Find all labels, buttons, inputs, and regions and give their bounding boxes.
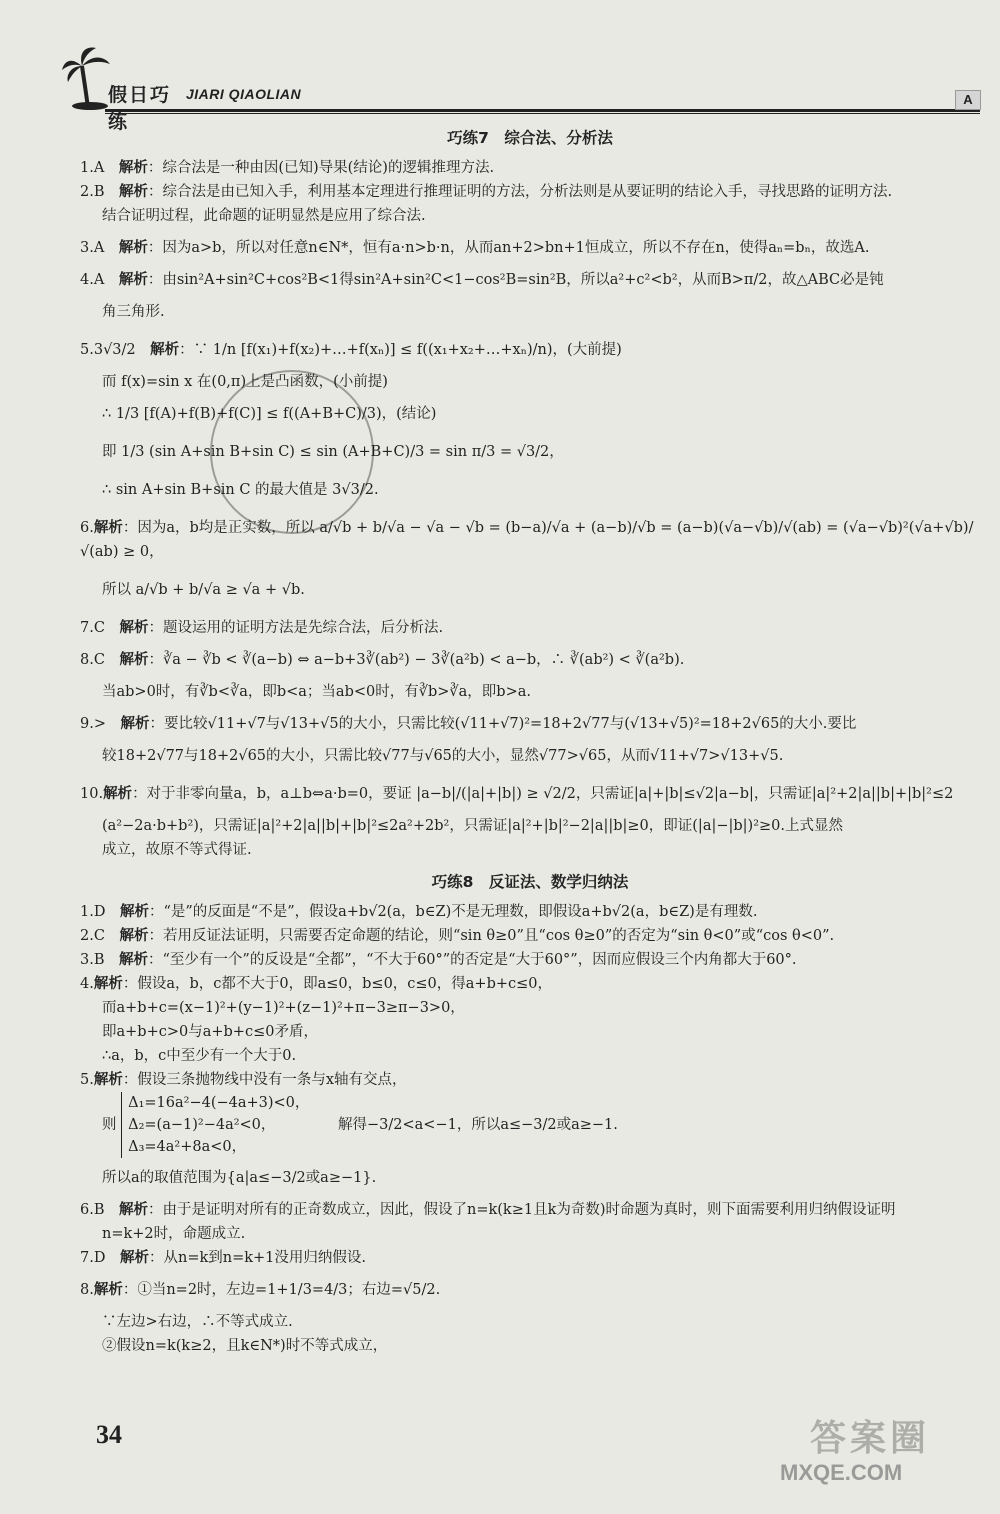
section-title-8: 巧练8 反证法、数学归纳法	[431, 873, 629, 891]
keyword-jiexi: 解析	[93, 1282, 123, 1298]
item-text-line: 当ab>0时，有∛b<∛a，即b<a；当ab<0时，有∛b>∛a，即b>a.	[102, 684, 531, 700]
keyword-jiexi: 解析	[93, 1072, 123, 1088]
system-brace	[121, 1092, 309, 1158]
item-answer: D	[93, 1250, 106, 1266]
item-text-line: 较18+2√77与18+2√65的大小，只需比较√77与√65的大小，显然√77>√65，从而√11+√7>√13+√5.	[102, 748, 784, 764]
inequality-system	[80, 1092, 980, 1158]
keyword-jiexi: 解析	[119, 952, 148, 968]
keyword-jiexi: 解析	[119, 904, 149, 920]
keyword-jiexi: 解析	[119, 1250, 149, 1266]
item-answer: B	[93, 1202, 105, 1218]
answer-8-1	[80, 900, 980, 924]
answer-8-6	[80, 1198, 980, 1246]
item-number: 3.	[80, 952, 94, 968]
answer-8-7	[80, 1246, 980, 1270]
item-answer: B	[93, 184, 105, 200]
item-number: 10.	[80, 786, 104, 802]
item-text-line: n=k+2时，命题成立.	[102, 1226, 246, 1242]
answer-8-8	[80, 1278, 980, 1358]
page-number: 34	[96, 1420, 122, 1449]
header-divider	[105, 109, 980, 112]
item-answer: C	[93, 928, 105, 944]
watermark-logo: 答案圈	[810, 1418, 931, 1459]
item-text-line: ∵左边>右边，∴不等式成立.	[102, 1314, 293, 1330]
item-text: ：若用反证法证明，只需要否定命题的结论，则“sin θ≥0”且“cos θ≥0”的否定为“sin θ<0”或“cos θ<0”.	[148, 928, 835, 944]
item-text: ：假设a，b，c都不大于0，即a≤0，b≤0，c≤0，得a+b+c≤0，	[122, 976, 553, 992]
answer-7-6	[80, 516, 980, 602]
item-number: 5.	[80, 342, 94, 358]
item-number: 7.	[80, 620, 94, 636]
item-text-line: ∴ sin A+sin B+sin C 的最大值是 3√3/2.	[102, 482, 379, 498]
answer-7-7	[80, 616, 980, 640]
system-line-1: Δ₁=16a²−4(−4a+3)<0，	[128, 1095, 310, 1111]
answer-7-4	[80, 268, 980, 324]
keyword-jiexi: 解析	[150, 342, 180, 358]
keyword-jiexi: 解析	[119, 184, 148, 200]
answer-7-10	[80, 782, 980, 862]
header-divider-thin	[105, 113, 980, 114]
item-text-line: 而 f(x)=sin x 在(0,π)上是凸函数，(小前提)	[102, 374, 388, 390]
item-number: 4.	[80, 272, 94, 288]
item-number: 9.	[80, 716, 94, 732]
item-number: 8.	[80, 652, 94, 668]
item-answer: D	[93, 904, 106, 920]
item-number: 6.	[80, 1202, 94, 1218]
keyword-jiexi: 解析	[119, 620, 149, 636]
answer-7-9	[80, 712, 980, 768]
item-text: ：题设运用的证明方法是先综合法，后分析法.	[148, 620, 444, 636]
item-number: 7.	[80, 1250, 94, 1266]
item-answer: A	[93, 160, 105, 176]
item-text-line: 成立，故原不等式得证.	[102, 842, 252, 858]
answer-content	[80, 126, 980, 1358]
keyword-jiexi: 解析	[93, 520, 123, 536]
keyword-jiexi: 解析	[120, 716, 150, 732]
item-text-line: 所以a的取值范围为{a|a≤−3/2或a≥−1}.	[102, 1170, 377, 1186]
item-text: ：综合法是由已知入手，利用基本定理进行推理证明的方法，分析法则是从要证明的结论入手，寻找思路的证明方法.	[148, 184, 893, 200]
keyword-jiexi: 解析	[119, 928, 149, 944]
item-text-cont: 结合证明过程，此命题的证明显然是应用了综合法.	[102, 208, 426, 224]
keyword-jiexi: 解析	[118, 160, 148, 176]
system-prefix: 则	[102, 1117, 117, 1133]
item-text: ：综合法是一种由因(已知)导果(结论)的逻辑推理方法.	[147, 160, 495, 176]
keyword-jiexi: 解析	[118, 240, 148, 256]
answer-7-5	[80, 338, 980, 502]
keyword-jiexi: 解析	[119, 652, 149, 668]
item-answer: B	[93, 952, 105, 968]
system-solution: 解得−3/2<a<−1，所以a≤−3/2或a≥−1.	[338, 1117, 618, 1133]
item-text: ：①当n=2时，左边=1+1/3=4/3；右边=√5/2.	[122, 1282, 441, 1298]
item-number: 2.	[80, 928, 94, 944]
item-text: ：对于非零向量a，b，a⊥b⇔a·b=0，要证 |a−b|/(|a|+|b|) ≥ √2/2，只需证|a|+|b|≤√2|a−b|，只需证|a|²+2|a||b|+|b|²≤2	[132, 786, 954, 802]
brand-logo	[60, 42, 180, 133]
item-text: ：“是”的反面是“不是”，假设a+b√2(a，b∈Z)不是无理数，即假设a+b√2(a，b∈Z)是有理数.	[148, 904, 758, 920]
item-text: ：因为a，b均是正实数，所以 a/√b + b/√a − √a − √b = (b−a)/√a + (a−b)/√b = (a−b)(√a−√b)/√(ab) = (√a−√b)²(√a+√b)/√(ab) ≥ 0，	[80, 520, 974, 560]
item-number: 4.	[80, 976, 94, 992]
answer-8-3	[80, 948, 980, 972]
item-text-line: 即a+b+c>0与a+b+c≤0矛盾，	[102, 1024, 318, 1040]
item-answer: A	[93, 240, 105, 256]
item-text: ：“至少有一个”的反设是“全都”，“不大于60°”的否定是“大于60°”，因而应假设三个内角都大于60°.	[148, 952, 797, 968]
item-text: ：由于是证明对所有的正奇数成立，因此，假设了n=k(k≥1且k为奇数)时命题为真时，则下面需要利用归纳假设证明	[148, 1202, 896, 1218]
version-label: A	[955, 90, 981, 110]
item-text: ：∛a − ∛b < ∛(a−b) ⇔ a−b+3∛(ab²) − 3∛(a²b) < a−b，∴ ∛(ab²) < ∛(a²b).	[148, 652, 685, 668]
item-number: 2.	[80, 184, 94, 200]
answer-8-4	[80, 972, 980, 1068]
item-text-line: ∴a，b，c中至少有一个大于0.	[102, 1048, 297, 1064]
item-answer: 3√3/2	[93, 342, 136, 358]
keyword-jiexi: 解析	[119, 1202, 148, 1218]
item-text-line: 所以 a/√b + b/√a ≥ √a + √b.	[102, 582, 305, 598]
answer-8-5	[80, 1068, 980, 1190]
system-line-2: Δ₂=(a−1)²−4a²<0，	[128, 1117, 276, 1133]
keyword-jiexi: 解析	[103, 786, 133, 802]
item-answer: C	[93, 652, 105, 668]
item-number: 3.	[80, 240, 94, 256]
keyword-jiexi: 解析	[93, 976, 123, 992]
logo-text: 假日巧练	[108, 84, 172, 133]
item-text-cont: 角三角形.	[102, 304, 165, 320]
item-text-line: 即 1/3 (sin A+sin B+sin C) ≤ sin (A+B+C)/3 = sin π/3 = √3/2，	[102, 444, 564, 460]
answer-7-1	[80, 156, 980, 180]
item-answer: A	[93, 272, 105, 288]
item-text: ：要比较√11+√7与√13+√5的大小，只需比较(√11+√7)²=18+2√77与(√13+√5)²=18+2√65的大小.要比	[149, 716, 857, 732]
item-number: 8.	[80, 1282, 94, 1298]
answer-8-2	[80, 924, 980, 948]
item-text-line: ∴ 1/3 [f(A)+f(B)+f(C)] ≤ f((A+B+C)/3)，(结论)	[102, 406, 437, 422]
section-title-7: 巧练7 综合法、分析法	[447, 129, 613, 147]
item-answer: C	[93, 620, 105, 636]
answer-7-8	[80, 648, 980, 704]
item-number: 5.	[80, 1072, 94, 1088]
item-text: ：假设三条抛物线中没有一条与x轴有交点，	[122, 1072, 407, 1088]
item-text-line: (a²−2a·b+b²)，只需证|a|²+2|a||b|+|b|²≤2a²+2b²，只需证|a|²+|b|²−2|a||b|≥0，即证(|a|−|b|)²≥0.上式显然	[102, 818, 843, 834]
item-text: ：因为a>b，所以对任意n∈N*，恒有a·n>b·n，从而an+2>bn+1恒成立，所以不存在n，使得aₙ=bₙ，故选A.	[147, 240, 870, 256]
answer-7-2	[80, 180, 980, 228]
item-number: 1.	[80, 160, 94, 176]
item-text: ：∵ 1/n [f(x₁)+f(x₂)+…+f(xₙ)] ≤ f((x₁+x₂+…+xₙ)/n)，(大前提)	[179, 342, 622, 358]
item-answer: >	[93, 716, 106, 732]
system-line-3: Δ₃=4a²+8a<0，	[128, 1139, 247, 1155]
item-number: 1.	[80, 904, 94, 920]
watermark-site: MXQE.COM	[780, 1460, 903, 1485]
item-text-line: 而a+b+c=(x−1)²+(y−1)²+(z−1)²+π−3≥π−3>0，	[102, 1000, 465, 1016]
item-text: ：从n=k到n=k+1没用归纳假设.	[148, 1250, 367, 1266]
item-text: ：由sin²A+sin²C+cos²B<1得sin²A+sin²C<1−cos²B=sin²B，所以a²+c²<b²，从而B>π/2，故△ABC必是钝	[147, 272, 884, 288]
item-text-line: ②假设n=k(k≥2，且k∈N*)时不等式成立，	[102, 1338, 388, 1354]
brand-english-name: JIARI QIAOLIAN	[186, 86, 302, 102]
item-number: 6.	[80, 520, 94, 536]
answer-7-3	[80, 236, 980, 260]
keyword-jiexi: 解析	[118, 272, 148, 288]
page-header	[60, 42, 980, 133]
